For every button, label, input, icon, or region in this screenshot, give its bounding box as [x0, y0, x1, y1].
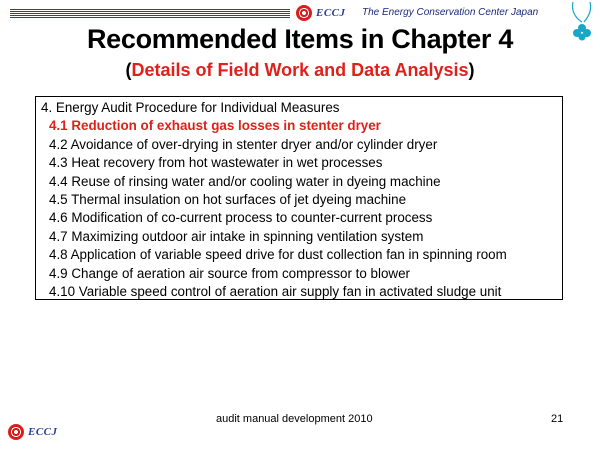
- list-item: 4.10 Variable speed control of aeration air supply fan in activated sludge unit: [49, 284, 502, 300]
- header-logo-text: ECCJ: [316, 7, 346, 19]
- list-item: 4.7 Maximizing outdoor air intake in spinning ventilation system: [49, 228, 424, 244]
- list-item: 4.2 Avoidance of over-drying in stenter dryer and/or cylinder dryer: [49, 136, 438, 152]
- page-subtitle: [0, 60, 600, 81]
- page-number: 21: [551, 413, 564, 425]
- eccj-logo-icon: [296, 5, 312, 21]
- list-item: 4.4 Reuse of rinsing water and/or cooling water in dyeing machine: [49, 173, 441, 189]
- list-item: 4.9 Change of aeration air source from compressor to blower: [49, 265, 410, 281]
- list-item: 4.3 Heat recovery from hot wastewater in wet processes: [49, 155, 383, 171]
- subtitle-highlight: Details of Field Work and Data Analysis: [131, 60, 469, 80]
- list-item: 4.5 Thermal insulation on hot surfaces of jet dyeing machine: [49, 192, 407, 208]
- footer-text: audit manual development 2010: [216, 413, 373, 425]
- subtitle-close-paren: ): [468, 60, 475, 80]
- list-item: 4.6 Modification of co-current process to counter-current process: [49, 210, 433, 226]
- list-item: 4.1 Reduction of exhaust gas losses in stenter dryer: [49, 118, 381, 134]
- footer-logo-text: ECCJ: [28, 426, 58, 438]
- subtitle-open-paren: (: [125, 60, 132, 80]
- organization-name: The Energy Conservation Center Japan: [362, 7, 539, 18]
- footer-eccj-logo-icon: [8, 424, 24, 440]
- list-item: 4.8 Application of variable speed drive for dust collection fan in spinning room: [49, 247, 507, 263]
- page-title: Recommended Items in Chapter 4: [86, 24, 514, 54]
- content-heading: 4. Energy Audit Procedure for Individual Measures: [41, 100, 340, 115]
- header-rule: [10, 9, 290, 18]
- content-box: [35, 96, 563, 300]
